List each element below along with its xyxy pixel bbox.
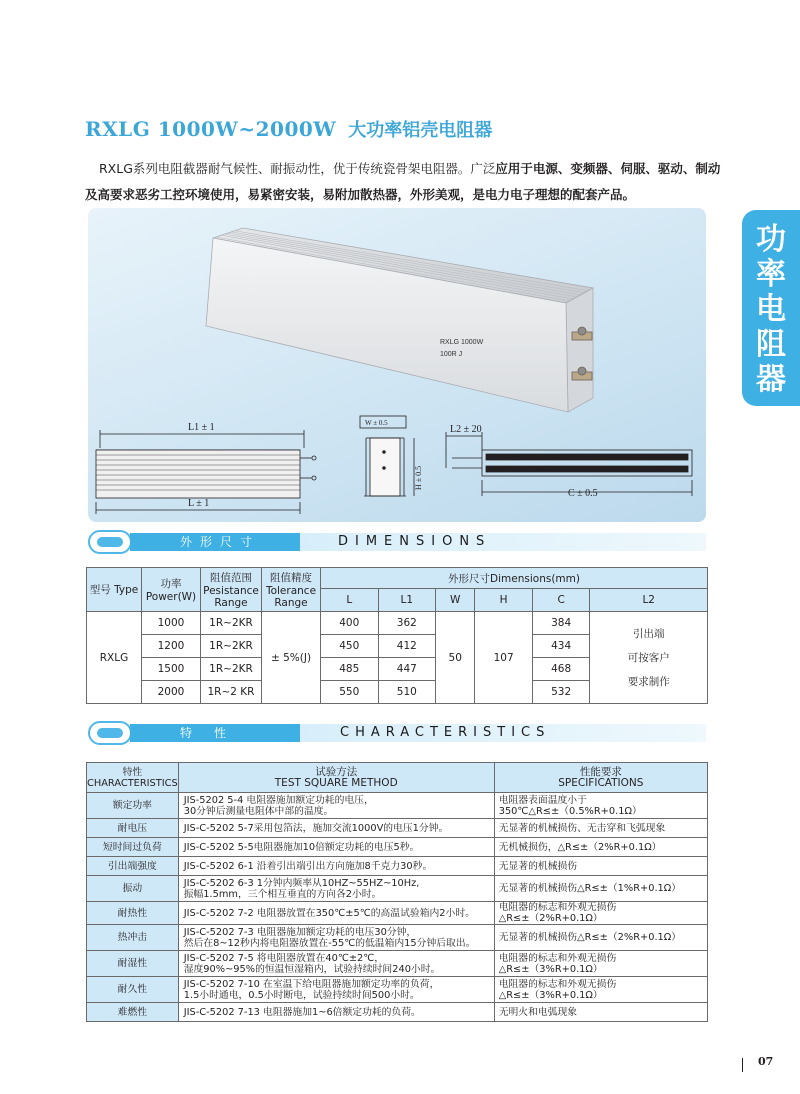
- cell-range: 1R~2KR: [201, 612, 262, 635]
- method-line: JIS-5202 5-4 电阻器施加额定功耗的电压，: [183, 794, 374, 806]
- dim-w-label: W ± 0.5: [365, 419, 388, 427]
- dim-l-label: L ± 1: [188, 498, 210, 509]
- intro-part1: RXLG系列电阻截器耐气候性、耐振动性，优于传统瓷骨架电阻器。广泛: [99, 161, 496, 176]
- cell-specification: 电阻器的标志和外观无损伤△R≤±（2%R+0.1Ω）: [494, 902, 707, 925]
- cell-specification: 电阻器表面温度小于350℃△R≤±（0.5%R+0.1Ω）: [494, 793, 707, 819]
- cell-characteristic: 额定功率: [87, 793, 179, 819]
- cell-c: 434: [532, 635, 590, 658]
- table-row: [87, 925, 708, 951]
- th-characteristics: 特性 CHARACTERISTICS: [87, 763, 179, 793]
- cell-l: 550: [321, 681, 379, 704]
- page-title: [85, 116, 492, 142]
- cell-test-method: [178, 977, 494, 1003]
- side-tab-char: 器: [756, 362, 786, 397]
- cell-test-method: [178, 902, 494, 925]
- method-line: JIS-C-5202 7-10 在室温下给电阻器施加额定功率的负荷，: [183, 978, 440, 990]
- dimension-drawings: [88, 410, 706, 522]
- cell-specification: 电阻器的标志和外观无损伤△R≤±（3%R+0.1Ω）: [494, 951, 707, 977]
- cell-characteristic: 耐久性: [87, 977, 179, 1003]
- cell-l1: 412: [378, 635, 436, 658]
- th-power: 功率 Power(W): [142, 568, 201, 612]
- dim-l1-label: L1 ± 1: [188, 422, 215, 433]
- cell-l1: 510: [378, 681, 436, 704]
- cell-specification: 无明火和电弧现象: [494, 1003, 707, 1022]
- method-line: 30分钟后测量电阻体中部的温度。: [183, 805, 334, 817]
- th-resistance: 阻值范围 Pesistance Range: [201, 568, 262, 612]
- table-row: [87, 857, 708, 876]
- cell-l2-line: 要求制作: [627, 675, 670, 688]
- cell-c: 468: [532, 658, 590, 681]
- method-line: JIS-C-5202 6-3 1分钟内频率从10HZ~55HZ~10Hz,: [183, 877, 420, 889]
- table-row: [87, 951, 708, 977]
- th-dimensions: 外形尺寸Dimensions(mm): [321, 568, 708, 589]
- th-tolerance: 阻值精度 Tolerance Range: [262, 568, 321, 612]
- method-line: JIS-C-5202 6-1 沿着引出端引出方向施加8千克力30秒。: [183, 860, 433, 872]
- cell-characteristic: 耐湿性: [87, 951, 179, 977]
- cell-power: 1200: [142, 635, 201, 658]
- cell-range: 1R~2KR: [201, 635, 262, 658]
- cell-type: RXLG: [87, 612, 142, 704]
- product-label-line1: RXLG 1000W: [440, 339, 484, 346]
- th-col-c: C: [532, 589, 590, 612]
- cell-l2-line: 可按客户: [627, 651, 670, 664]
- dim-l2-label: L2 ± 20: [450, 424, 482, 435]
- product-label-line2: 100R J: [440, 351, 463, 358]
- cell-h: 107: [475, 612, 533, 704]
- cell-characteristic: 短时间过负荷: [87, 838, 179, 857]
- cell-test-method: [178, 925, 494, 951]
- method-line: JIS-C-5202 7-2 电阻器放置在350℃±5℃的高温试验箱内2小时。: [183, 907, 475, 919]
- cell-l: 450: [321, 635, 379, 658]
- section-title-en: DIMENSIONS: [300, 533, 706, 551]
- cell-test-method: [178, 793, 494, 819]
- method-line: 振幅1.5mm，三个相互垂直的方向各2小时。: [183, 888, 382, 900]
- th-col-l1: L1: [378, 589, 436, 612]
- method-line: JIS-C-5202 7-5 将电阻器放置在40℃±2℃，: [183, 952, 385, 964]
- dim-c-label: C ± 0.5: [568, 488, 598, 499]
- side-category-label: [742, 222, 800, 397]
- cell-characteristic: 振动: [87, 876, 179, 902]
- cell-tolerance: ± 5%(J): [262, 612, 321, 704]
- cell-characteristic: 引出端强度: [87, 857, 179, 876]
- section-pill-icon: [88, 721, 132, 745]
- section-bar-characteristics: [88, 724, 706, 742]
- cell-power: 1000: [142, 612, 201, 635]
- dim-h-label: H ± 0.5: [414, 465, 423, 490]
- th-col-w: W: [436, 589, 475, 612]
- table-row: [87, 1003, 708, 1022]
- cell-power: 1500: [142, 658, 201, 681]
- side-tab-char: 电: [756, 292, 786, 327]
- cell-l: 485: [321, 658, 379, 681]
- cell-test-method: [178, 838, 494, 857]
- method-line: JIS-C-5202 5-7采用包箔法，施加交流1000V的电压1分钟。: [183, 822, 449, 834]
- cell-l1: 447: [378, 658, 436, 681]
- cell-test-method: [178, 1003, 494, 1022]
- title-chinese: 大功率铝壳电阻器: [348, 120, 493, 141]
- table-row: [87, 838, 708, 857]
- cell-specification: 电阻器的标志和外观无损伤△R≤±（3%R+0.1Ω）: [494, 977, 707, 1003]
- method-line: JIS-C-5202 5-5电阻器施加10倍额定功耗的电压5秒。: [183, 841, 420, 853]
- th-specifications: 性能要求 SPECIFICATIONS: [494, 763, 707, 793]
- cell-characteristic: 耐电压: [87, 819, 179, 838]
- table-row: [87, 612, 708, 635]
- cell-characteristic: 耐热性: [87, 902, 179, 925]
- section-pill-icon: [88, 530, 132, 554]
- cell-power: 2000: [142, 681, 201, 704]
- dimensions-table: [86, 567, 708, 704]
- table-row: [87, 876, 708, 902]
- method-line: 然后在8~12秒内将电阻器放置在-55℃的低温箱内15分钟后取出。: [183, 937, 476, 949]
- cell-range: 1R~2 KR: [201, 681, 262, 704]
- drawing-top-view: [446, 432, 692, 496]
- th-col-l2: L2: [590, 589, 708, 612]
- th-test-method: 试验方法 TEST SQUARE METHOD: [178, 763, 494, 793]
- method-line: 1.5小时通电，0.5小时断电，试验持续时间500小时。: [183, 989, 420, 1001]
- title-model: RXLG 1000W~2000W: [85, 117, 337, 141]
- cell-c: 384: [532, 612, 590, 635]
- table-row: [87, 977, 708, 1003]
- cell-range: 1R~2KR: [201, 658, 262, 681]
- section-title-cn: 外形尺寸: [130, 533, 300, 551]
- cell-characteristic: 热冲击: [87, 925, 179, 951]
- cell-specification: 无显著的机械损伤△R≤±（1%R+0.1Ω）: [494, 876, 707, 902]
- cell-specification: 无显著的机械损伤: [494, 857, 707, 876]
- section-bar-dimensions: [88, 533, 706, 551]
- table-row: [87, 902, 708, 925]
- drawing-end-view: [360, 416, 414, 496]
- cell-l2-line: 引出端: [632, 627, 665, 640]
- table-row: [87, 819, 708, 838]
- cell-specification: 无显著的机械损伤△R≤±（2%R+0.1Ω）: [494, 925, 707, 951]
- cell-specification: 无显著的机械损伤、无击穿和飞弧现象: [494, 819, 707, 838]
- cell-test-method: [178, 819, 494, 838]
- cell-l: 400: [321, 612, 379, 635]
- table-row: [87, 793, 708, 819]
- cell-characteristic: 难燃性: [87, 1003, 179, 1022]
- cell-l2: [590, 612, 708, 704]
- cell-specification: 无机械损伤，△R≤±（2%R+0.1Ω）: [494, 838, 707, 857]
- section-title-en: CHARACTERISTICS: [300, 724, 706, 742]
- side-tab-char: 率: [756, 257, 786, 292]
- cell-w: 50: [436, 612, 475, 704]
- section-title-cn: 特性: [130, 724, 300, 742]
- method-line: 湿度90%~95%的恒温恒湿箱内，试验持续时间240小时。: [183, 963, 441, 975]
- intro-paragraph: [85, 156, 725, 208]
- intro-part2: 应用于电源、变频器、伺服、驱动、制动及高要求恶劣工控环境使用，易紧密安装，易附加散热器，外形美观，是电力电子理想的配套产品。: [85, 161, 721, 202]
- side-tab-char: 功: [756, 222, 786, 257]
- cell-test-method: [178, 951, 494, 977]
- characteristics-table: [86, 762, 708, 1022]
- th-type: 型号 Type: [87, 568, 142, 612]
- page-number: 07: [758, 1055, 774, 1068]
- method-line: JIS-C-5202 7-3 电阻器施加额定功耗的电压30分钟，: [183, 926, 417, 938]
- page-number-divider: [742, 1058, 743, 1072]
- cell-l1: 362: [378, 612, 436, 635]
- cell-c: 532: [532, 681, 590, 704]
- cell-test-method: [178, 857, 494, 876]
- method-line: JIS-C-5202 7-13 电阻器施加1~6倍额定功耗的负荷。: [183, 1006, 421, 1018]
- th-col-h: H: [475, 589, 533, 612]
- th-col-l: L: [321, 589, 379, 612]
- cell-test-method: [178, 876, 494, 902]
- side-tab-char: 阻: [756, 327, 786, 362]
